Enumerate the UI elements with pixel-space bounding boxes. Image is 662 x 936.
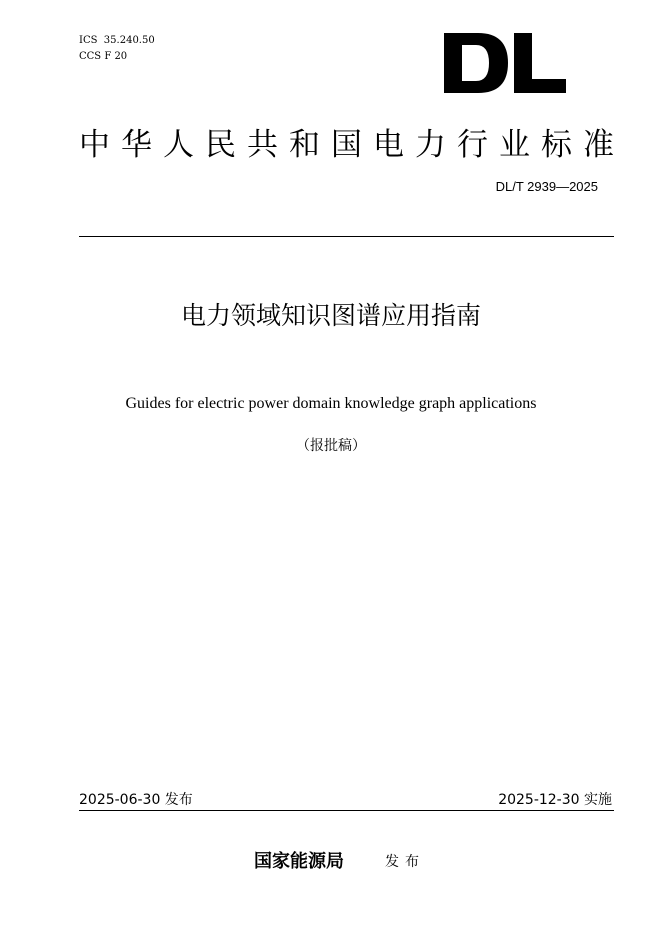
dl-logo-graphic xyxy=(442,31,568,95)
document-title-en: Guides for electric power domain knowledge graph applications xyxy=(125,395,537,412)
ccs-code: CCS F 20 xyxy=(79,51,128,62)
standard-number: DL/T 2939—2025 xyxy=(495,179,598,194)
document-title-cn: 电力领域知识图谱应用指南 xyxy=(180,301,481,330)
effective-date: 2025-12-30 实施 xyxy=(498,792,612,808)
header-divider xyxy=(79,236,614,237)
footer-divider xyxy=(79,810,614,811)
publish-date: 2025-06-30 发布 xyxy=(79,792,193,808)
classification-codes xyxy=(79,33,155,65)
draft-status: （报批稿） xyxy=(296,438,366,454)
ics-code: ICS 35.240.50 xyxy=(79,35,155,46)
dl-logo xyxy=(442,31,568,95)
issuing-authority: 国家能源局 xyxy=(254,851,344,872)
issue-label: 发布 xyxy=(385,854,425,870)
industry-standard-title: 中华人民共和国电力行业标准 xyxy=(79,127,614,163)
